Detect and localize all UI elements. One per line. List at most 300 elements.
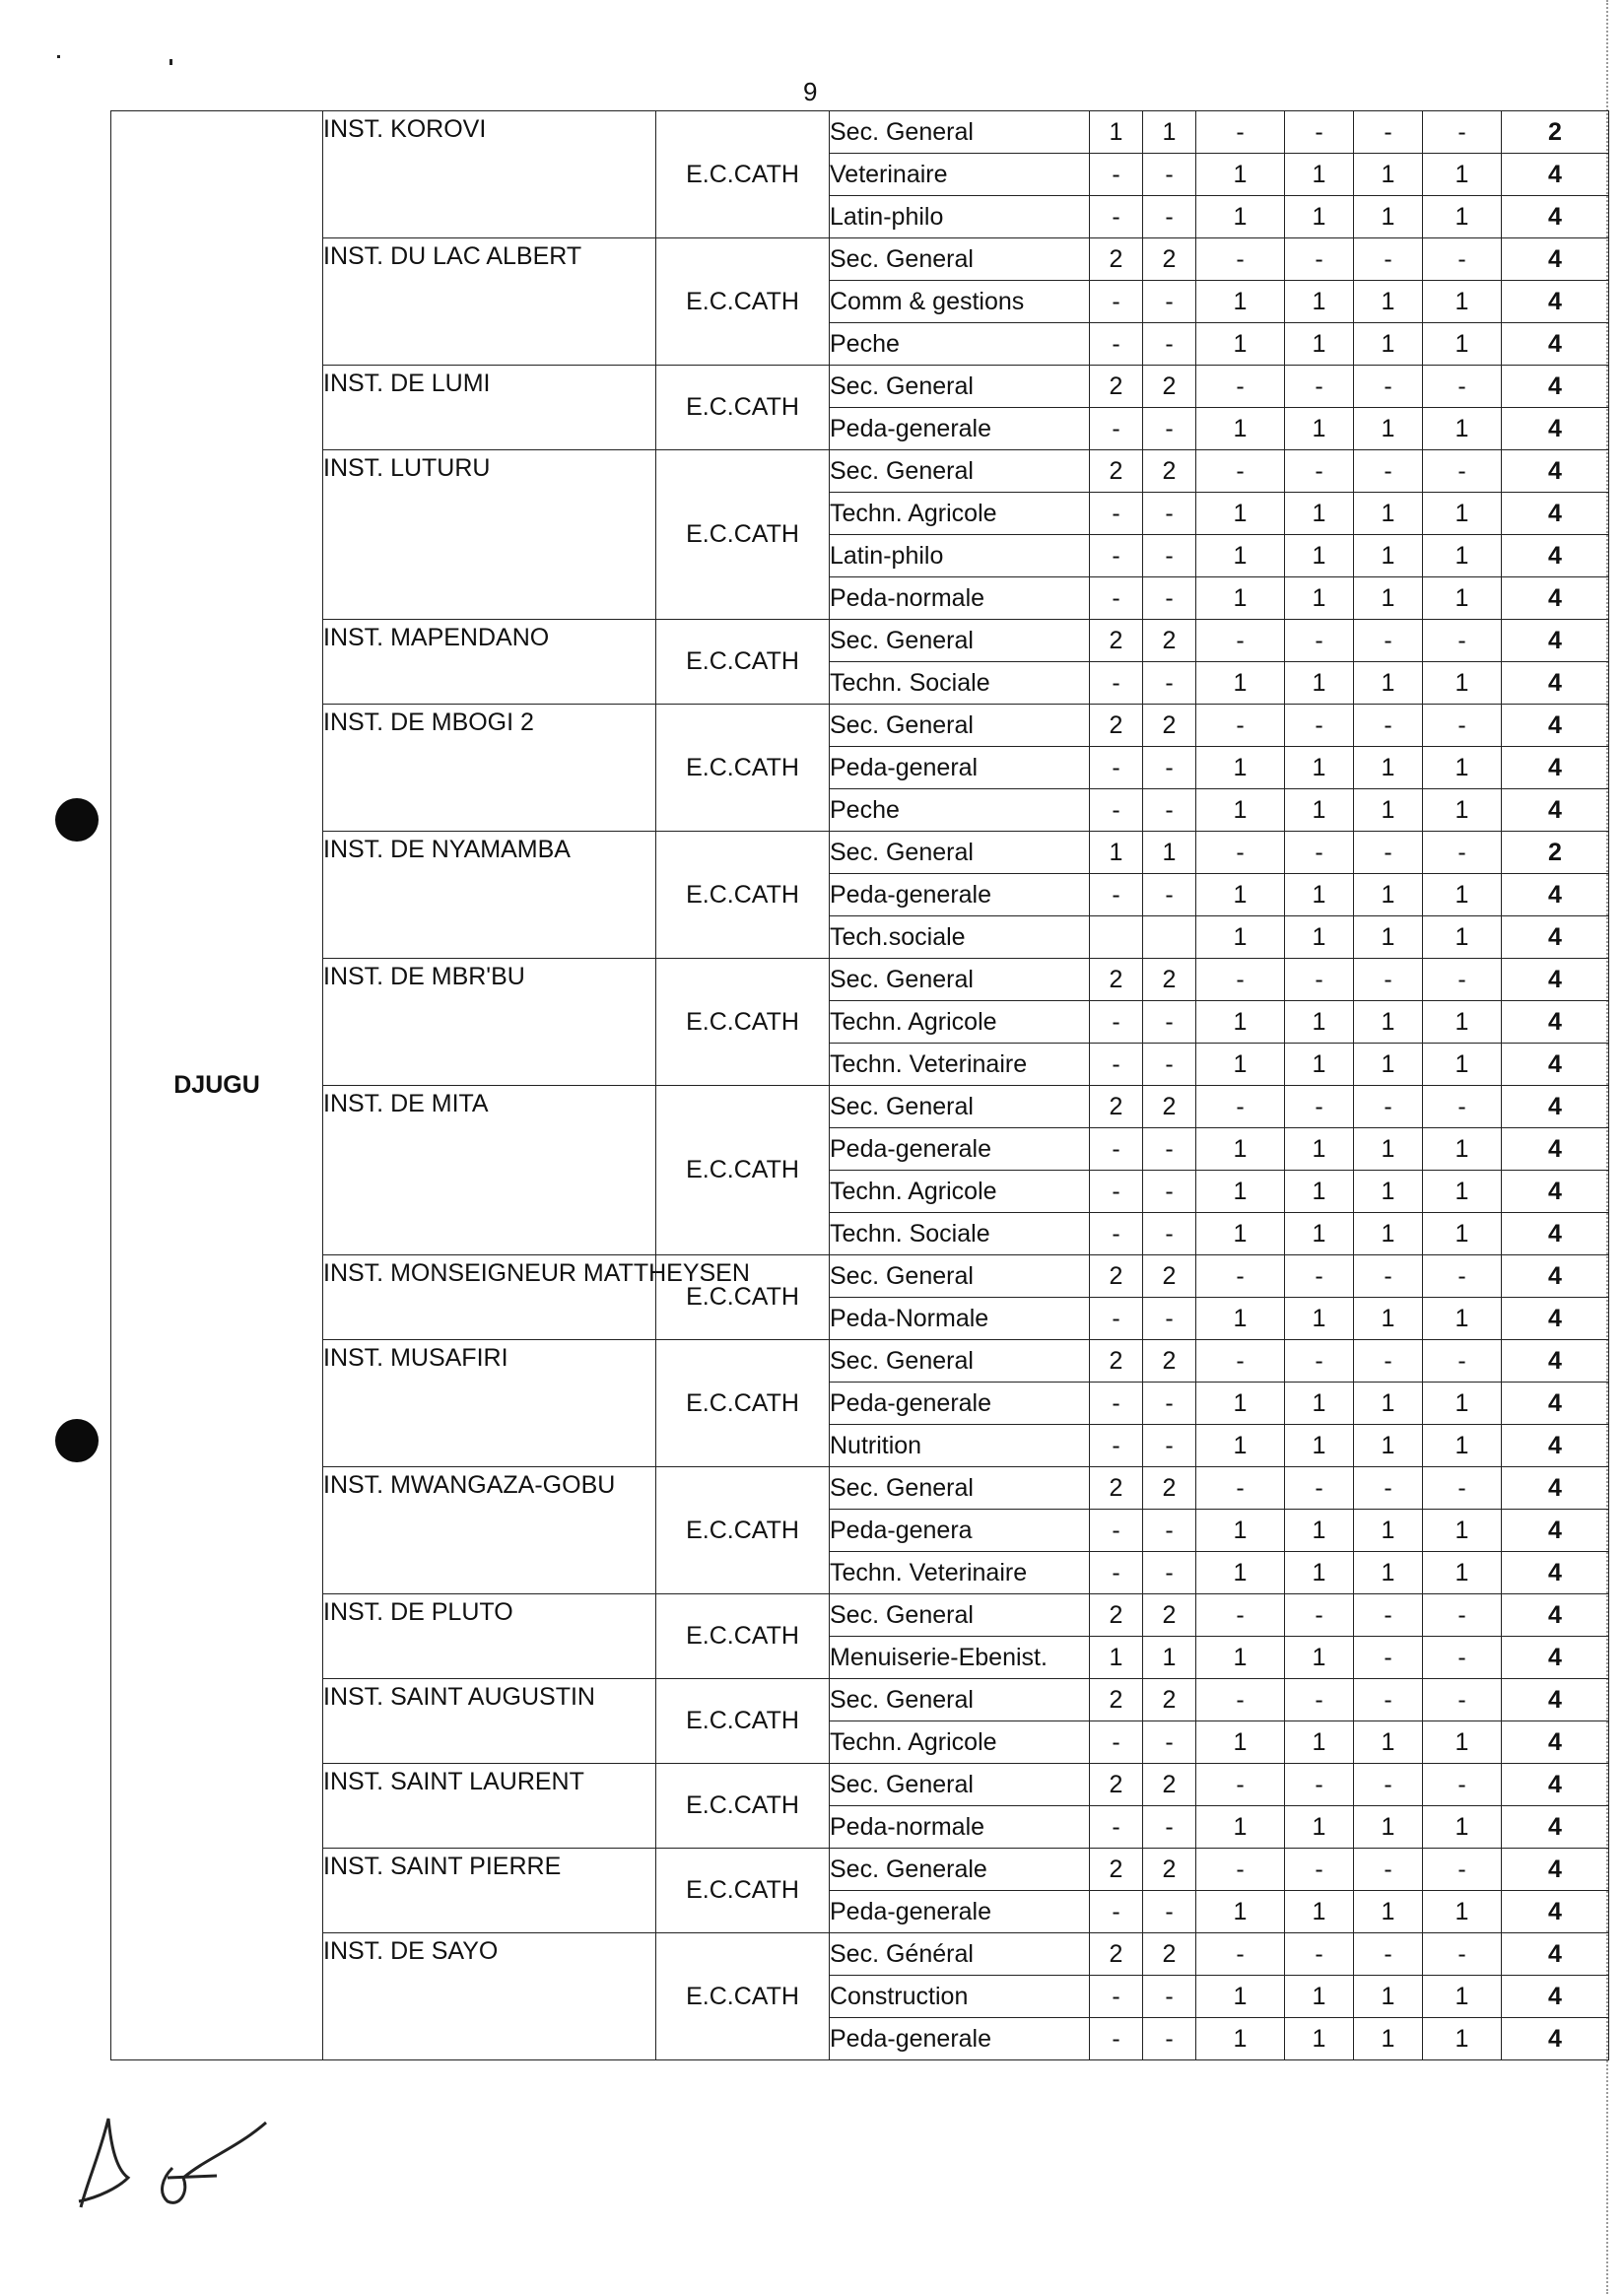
management-cell: E.C.CATH <box>656 366 830 450</box>
count-cell: 1 <box>1090 1637 1143 1679</box>
count-cell: - <box>1354 450 1423 493</box>
count-cell: - <box>1196 1594 1285 1637</box>
institution-name: INST. SAINT PIERRE <box>323 1849 656 1933</box>
count-cell: - <box>1196 1933 1285 1976</box>
count-cell: 1 <box>1423 747 1502 789</box>
management-cell: E.C.CATH <box>656 1467 830 1594</box>
total-cell: 4 <box>1502 2018 1609 2060</box>
count-cell: - <box>1196 705 1285 747</box>
count-cell: 1 <box>1196 281 1285 323</box>
count-cell: 1 <box>1285 154 1354 196</box>
section-name: Techn. Agricole <box>830 1721 1090 1764</box>
count-cell: 1 <box>1143 1637 1196 1679</box>
count-cell: - <box>1090 535 1143 577</box>
count-cell: - <box>1196 1849 1285 1891</box>
count-cell: - <box>1143 281 1196 323</box>
count-cell: - <box>1090 1806 1143 1849</box>
section-name: Sec. General <box>830 1467 1090 1510</box>
count-cell: - <box>1285 620 1354 662</box>
count-cell: - <box>1423 111 1502 154</box>
count-cell: - <box>1143 2018 1196 2060</box>
count-cell: 1 <box>1285 1510 1354 1552</box>
count-cell: - <box>1196 959 1285 1001</box>
count-cell: - <box>1423 1679 1502 1721</box>
section-name: Sec. General <box>830 832 1090 874</box>
institution-name: INST. MUSAFIRI <box>323 1340 656 1467</box>
count-cell: - <box>1285 1594 1354 1637</box>
count-cell: 1 <box>1285 1044 1354 1086</box>
count-cell: 1 <box>1285 493 1354 535</box>
count-cell: 1 <box>1285 747 1354 789</box>
count-cell: - <box>1423 1764 1502 1806</box>
count-cell: 2 <box>1090 705 1143 747</box>
count-cell <box>1090 916 1143 959</box>
count-cell: - <box>1354 238 1423 281</box>
count-cell: - <box>1090 1425 1143 1467</box>
table-row <box>111 1340 1609 1383</box>
count-cell: - <box>1090 154 1143 196</box>
section-name: Peche <box>830 789 1090 832</box>
count-cell: 2 <box>1090 1255 1143 1298</box>
institution-name: INST. MWANGAZA-GOBU <box>323 1467 656 1594</box>
count-cell: - <box>1354 705 1423 747</box>
count-cell: - <box>1196 832 1285 874</box>
count-cell: 1 <box>1285 1637 1354 1679</box>
count-cell: - <box>1090 1001 1143 1044</box>
count-cell: 1 <box>1423 1891 1502 1933</box>
count-cell: 1 <box>1285 1721 1354 1764</box>
count-cell: 1 <box>1354 789 1423 832</box>
count-cell: - <box>1423 1086 1502 1128</box>
count-cell: - <box>1423 238 1502 281</box>
count-cell: 1 <box>1196 1552 1285 1594</box>
section-name: Peda-normale <box>830 1806 1090 1849</box>
count-cell: 1 <box>1423 874 1502 916</box>
count-cell: - <box>1354 111 1423 154</box>
count-cell: 1 <box>1196 1721 1285 1764</box>
count-cell: 1 <box>1423 662 1502 705</box>
section-name: Peda-generale <box>830 1383 1090 1425</box>
management-cell: E.C.CATH <box>656 1255 830 1340</box>
total-cell: 4 <box>1502 705 1609 747</box>
count-cell: - <box>1354 1255 1423 1298</box>
count-cell: 1 <box>1285 1213 1354 1255</box>
count-cell: 1 <box>1285 323 1354 366</box>
count-cell: - <box>1285 1340 1354 1383</box>
count-cell: 1 <box>1354 154 1423 196</box>
count-cell: 1 <box>1423 1213 1502 1255</box>
count-cell: 2 <box>1090 959 1143 1001</box>
count-cell: 1 <box>1423 916 1502 959</box>
count-cell: - <box>1354 1594 1423 1637</box>
section-name: Sec. General <box>830 238 1090 281</box>
table-row <box>111 1849 1609 1891</box>
management-cell: E.C.CATH <box>656 1933 830 2060</box>
count-cell: - <box>1143 1552 1196 1594</box>
count-cell: 2 <box>1143 1340 1196 1383</box>
count-cell: - <box>1143 747 1196 789</box>
count-cell: - <box>1143 1721 1196 1764</box>
count-cell: 2 <box>1090 620 1143 662</box>
section-name: Comm & gestions <box>830 281 1090 323</box>
count-cell: 1 <box>1423 1721 1502 1764</box>
count-cell: - <box>1423 1594 1502 1637</box>
section-name: Sec. General <box>830 1086 1090 1128</box>
count-cell: 1 <box>1196 196 1285 238</box>
count-cell: 1 <box>1196 1298 1285 1340</box>
count-cell: - <box>1143 493 1196 535</box>
count-cell: 1 <box>1423 1001 1502 1044</box>
count-cell: 1 <box>1285 1976 1354 2018</box>
count-cell: 1 <box>1354 1128 1423 1171</box>
section-name: Sec. General <box>830 1340 1090 1383</box>
section-name: Tech.sociale <box>830 916 1090 959</box>
count-cell: 2 <box>1143 1086 1196 1128</box>
count-cell: - <box>1354 832 1423 874</box>
table-row <box>111 832 1609 874</box>
institution-name: INST. SAINT AUGUSTIN <box>323 1679 656 1764</box>
count-cell: 1 <box>1285 1128 1354 1171</box>
count-cell: - <box>1285 1086 1354 1128</box>
count-cell: 1 <box>1354 281 1423 323</box>
section-name: Sec. General <box>830 1679 1090 1721</box>
count-cell: 2 <box>1143 620 1196 662</box>
institution-name: INST. DE MBR'BU <box>323 959 656 1086</box>
count-cell: 1 <box>1354 1001 1423 1044</box>
count-cell: 1 <box>1354 577 1423 620</box>
count-cell: 1 <box>1423 1044 1502 1086</box>
count-cell: 1 <box>1354 1044 1423 1086</box>
table-row <box>111 1594 1609 1637</box>
count-cell: - <box>1090 1128 1143 1171</box>
section-name: Peda-generale <box>830 1891 1090 1933</box>
section-name: Techn. Agricole <box>830 493 1090 535</box>
count-cell: - <box>1354 1340 1423 1383</box>
count-cell: - <box>1196 1679 1285 1721</box>
total-cell: 4 <box>1502 493 1609 535</box>
total-cell: 4 <box>1502 874 1609 916</box>
count-cell: 2 <box>1090 450 1143 493</box>
table-row <box>111 620 1609 662</box>
management-cell: E.C.CATH <box>656 111 830 238</box>
table-row <box>111 1679 1609 1721</box>
count-cell: 2 <box>1143 1933 1196 1976</box>
management-cell: E.C.CATH <box>656 705 830 832</box>
count-cell: - <box>1285 1679 1354 1721</box>
count-cell: 1 <box>1354 1425 1423 1467</box>
count-cell: 1 <box>1423 1510 1502 1552</box>
section-name: Veterinaire <box>830 154 1090 196</box>
count-cell: 1 <box>1196 1891 1285 1933</box>
section-name: Peda-normale <box>830 577 1090 620</box>
count-cell: 1 <box>1423 408 1502 450</box>
count-cell: - <box>1285 1467 1354 1510</box>
count-cell: - <box>1423 1849 1502 1891</box>
section-name: Techn. Sociale <box>830 662 1090 705</box>
count-cell: 2 <box>1090 1467 1143 1510</box>
count-cell: 1 <box>1196 916 1285 959</box>
total-cell: 4 <box>1502 1933 1609 1976</box>
total-cell: 4 <box>1502 281 1609 323</box>
total-cell: 4 <box>1502 1849 1609 1891</box>
count-cell: - <box>1423 705 1502 747</box>
count-cell: 1 <box>1354 1171 1423 1213</box>
count-cell: 1 <box>1196 2018 1285 2060</box>
count-cell: 1 <box>1423 1976 1502 2018</box>
count-cell: - <box>1196 620 1285 662</box>
section-name: Peda-general <box>830 747 1090 789</box>
count-cell: - <box>1090 789 1143 832</box>
count-cell: 2 <box>1090 1764 1143 1806</box>
count-cell: 2 <box>1090 1086 1143 1128</box>
count-cell: 1 <box>1354 196 1423 238</box>
count-cell: 1 <box>1143 832 1196 874</box>
total-cell: 4 <box>1502 1594 1609 1637</box>
count-cell: 1 <box>1423 577 1502 620</box>
count-cell: - <box>1090 577 1143 620</box>
count-cell: - <box>1423 1933 1502 1976</box>
count-cell: - <box>1090 1721 1143 1764</box>
total-cell: 4 <box>1502 1255 1609 1298</box>
count-cell: - <box>1090 874 1143 916</box>
count-cell: - <box>1143 1298 1196 1340</box>
section-name: Techn. Sociale <box>830 1213 1090 1255</box>
count-cell: - <box>1423 366 1502 408</box>
table-row <box>111 238 1609 281</box>
total-cell: 4 <box>1502 662 1609 705</box>
count-cell: - <box>1090 2018 1143 2060</box>
count-cell: - <box>1143 874 1196 916</box>
count-cell: 1 <box>1285 1001 1354 1044</box>
total-cell: 4 <box>1502 1976 1609 2018</box>
count-cell: - <box>1090 1213 1143 1255</box>
count-cell: 2 <box>1090 1849 1143 1891</box>
count-cell: 2 <box>1090 1594 1143 1637</box>
section-name: Peda-Normale <box>830 1298 1090 1340</box>
count-cell: - <box>1090 493 1143 535</box>
count-cell: - <box>1423 1637 1502 1679</box>
count-cell: - <box>1285 1764 1354 1806</box>
total-cell: 2 <box>1502 832 1609 874</box>
section-name: Sec. General <box>830 1594 1090 1637</box>
table-row <box>111 366 1609 408</box>
total-cell: 4 <box>1502 1086 1609 1128</box>
count-cell: 1 <box>1196 1001 1285 1044</box>
count-cell: - <box>1196 1255 1285 1298</box>
count-cell: 1 <box>1423 1552 1502 1594</box>
total-cell: 4 <box>1502 789 1609 832</box>
scan-speck <box>169 59 172 65</box>
count-cell: 1 <box>1354 1891 1423 1933</box>
total-cell: 4 <box>1502 1764 1609 1806</box>
total-cell: 4 <box>1502 154 1609 196</box>
count-cell: 1 <box>1196 1806 1285 1849</box>
count-cell: 1 <box>1196 1510 1285 1552</box>
section-name: Sec. General <box>830 1255 1090 1298</box>
count-cell: 1 <box>1423 323 1502 366</box>
total-cell: 4 <box>1502 1637 1609 1679</box>
count-cell: - <box>1354 620 1423 662</box>
count-cell: 1 <box>1196 1044 1285 1086</box>
count-cell: - <box>1143 1128 1196 1171</box>
count-cell: 1 <box>1423 1171 1502 1213</box>
count-cell: - <box>1143 1806 1196 1849</box>
count-cell: - <box>1090 1510 1143 1552</box>
management-cell: E.C.CATH <box>656 450 830 620</box>
institution-name: INST. DU LAC ALBERT <box>323 238 656 366</box>
count-cell: - <box>1354 1467 1423 1510</box>
section-name: Peda-generale <box>830 1128 1090 1171</box>
count-cell: - <box>1143 789 1196 832</box>
count-cell: 1 <box>1196 1383 1285 1425</box>
total-cell: 4 <box>1502 238 1609 281</box>
count-cell: 1 <box>1285 408 1354 450</box>
count-cell: - <box>1090 323 1143 366</box>
count-cell: - <box>1143 662 1196 705</box>
count-cell: 1 <box>1354 493 1423 535</box>
total-cell: 4 <box>1502 1679 1609 1721</box>
total-cell: 4 <box>1502 1467 1609 1510</box>
count-cell: 1 <box>1354 747 1423 789</box>
count-cell: - <box>1143 1425 1196 1467</box>
section-name: Sec. General <box>830 450 1090 493</box>
scan-speck <box>57 55 60 58</box>
district-cell: DJUGU <box>111 111 323 2060</box>
count-cell: 1 <box>1196 1425 1285 1467</box>
management-cell: E.C.CATH <box>656 832 830 959</box>
institution-name: INST. DE MITA <box>323 1086 656 1255</box>
section-name: Sec. General <box>830 111 1090 154</box>
count-cell: - <box>1354 959 1423 1001</box>
count-cell: - <box>1354 1637 1423 1679</box>
section-name: Sec. General <box>830 620 1090 662</box>
count-cell: 1 <box>1423 1806 1502 1849</box>
count-cell: 2 <box>1143 705 1196 747</box>
count-cell: - <box>1196 1467 1285 1510</box>
count-cell: 1 <box>1285 281 1354 323</box>
table-row <box>111 1467 1609 1510</box>
count-cell: - <box>1090 196 1143 238</box>
count-cell: - <box>1423 620 1502 662</box>
count-cell: - <box>1143 196 1196 238</box>
count-cell: - <box>1090 1171 1143 1213</box>
institution-name: INST. DE SAYO <box>323 1933 656 2060</box>
count-cell: 1 <box>1354 1552 1423 1594</box>
section-name: Techn. Agricole <box>830 1001 1090 1044</box>
total-cell: 4 <box>1502 1552 1609 1594</box>
count-cell: 1 <box>1354 1298 1423 1340</box>
management-cell: E.C.CATH <box>656 1849 830 1933</box>
total-cell: 4 <box>1502 1128 1609 1171</box>
count-cell: - <box>1423 1467 1502 1510</box>
management-cell: E.C.CATH <box>656 1764 830 1849</box>
count-cell: - <box>1423 450 1502 493</box>
count-cell: - <box>1196 1086 1285 1128</box>
total-cell: 4 <box>1502 1171 1609 1213</box>
count-cell: 2 <box>1143 366 1196 408</box>
count-cell: - <box>1090 1891 1143 1933</box>
count-cell: 1 <box>1285 1552 1354 1594</box>
count-cell: - <box>1285 111 1354 154</box>
count-cell: 2 <box>1143 1255 1196 1298</box>
total-cell: 4 <box>1502 535 1609 577</box>
section-name: Sec. Général <box>830 1933 1090 1976</box>
count-cell: - <box>1090 747 1143 789</box>
count-cell: 1 <box>1196 408 1285 450</box>
section-name: Sec. General <box>830 959 1090 1001</box>
count-cell: 1 <box>1423 535 1502 577</box>
count-cell: 1 <box>1354 1510 1423 1552</box>
management-cell: E.C.CATH <box>656 959 830 1086</box>
count-cell: 2 <box>1090 1679 1143 1721</box>
total-cell: 4 <box>1502 1044 1609 1086</box>
section-name: Peda-generale <box>830 408 1090 450</box>
count-cell: 1 <box>1196 747 1285 789</box>
count-cell: - <box>1143 1383 1196 1425</box>
count-cell: 1 <box>1196 1128 1285 1171</box>
total-cell: 4 <box>1502 577 1609 620</box>
section-name: Techn. Agricole <box>830 1171 1090 1213</box>
count-cell: - <box>1090 1298 1143 1340</box>
count-cell: 1 <box>1090 111 1143 154</box>
count-cell: 2 <box>1143 959 1196 1001</box>
count-cell: 1 <box>1354 408 1423 450</box>
count-cell: 2 <box>1143 450 1196 493</box>
count-cell: - <box>1090 1044 1143 1086</box>
institution-name: INST. DE MBOGI 2 <box>323 705 656 832</box>
count-cell: - <box>1196 238 1285 281</box>
table-row <box>111 1086 1609 1128</box>
count-cell: - <box>1196 366 1285 408</box>
total-cell: 4 <box>1502 1510 1609 1552</box>
count-cell: - <box>1354 366 1423 408</box>
count-cell: 1 <box>1423 789 1502 832</box>
count-cell: - <box>1285 832 1354 874</box>
count-cell: 1 <box>1196 1213 1285 1255</box>
count-cell: - <box>1354 1933 1423 1976</box>
count-cell: 1 <box>1423 2018 1502 2060</box>
total-cell: 4 <box>1502 1425 1609 1467</box>
count-cell: - <box>1285 238 1354 281</box>
count-cell: 1 <box>1196 789 1285 832</box>
section-name: Sec. General <box>830 705 1090 747</box>
section-name: Techn. Veterinaire <box>830 1552 1090 1594</box>
count-cell: - <box>1285 1255 1354 1298</box>
count-cell: - <box>1143 1510 1196 1552</box>
count-cell: - <box>1090 408 1143 450</box>
count-cell: 1 <box>1423 1128 1502 1171</box>
count-cell: 1 <box>1354 874 1423 916</box>
count-cell: 2 <box>1090 1933 1143 1976</box>
section-name: Sec. General <box>830 1764 1090 1806</box>
count-cell: - <box>1143 1171 1196 1213</box>
count-cell: 1 <box>1423 281 1502 323</box>
count-cell: 1 <box>1354 1213 1423 1255</box>
institution-name: INST. LUTURU <box>323 450 656 620</box>
count-cell: 1 <box>1354 916 1423 959</box>
count-cell: 1 <box>1285 916 1354 959</box>
total-cell: 4 <box>1502 1721 1609 1764</box>
management-cell: E.C.CATH <box>656 1679 830 1764</box>
count-cell: 1 <box>1196 154 1285 196</box>
count-cell: 1 <box>1196 1976 1285 2018</box>
total-cell: 4 <box>1502 1340 1609 1383</box>
table-row <box>111 450 1609 493</box>
management-cell: E.C.CATH <box>656 1086 830 1255</box>
count-cell: 2 <box>1143 1467 1196 1510</box>
count-cell: 1 <box>1196 577 1285 620</box>
institution-name: INST. MONSEIGNEUR MATTHEYSEN <box>323 1255 656 1340</box>
